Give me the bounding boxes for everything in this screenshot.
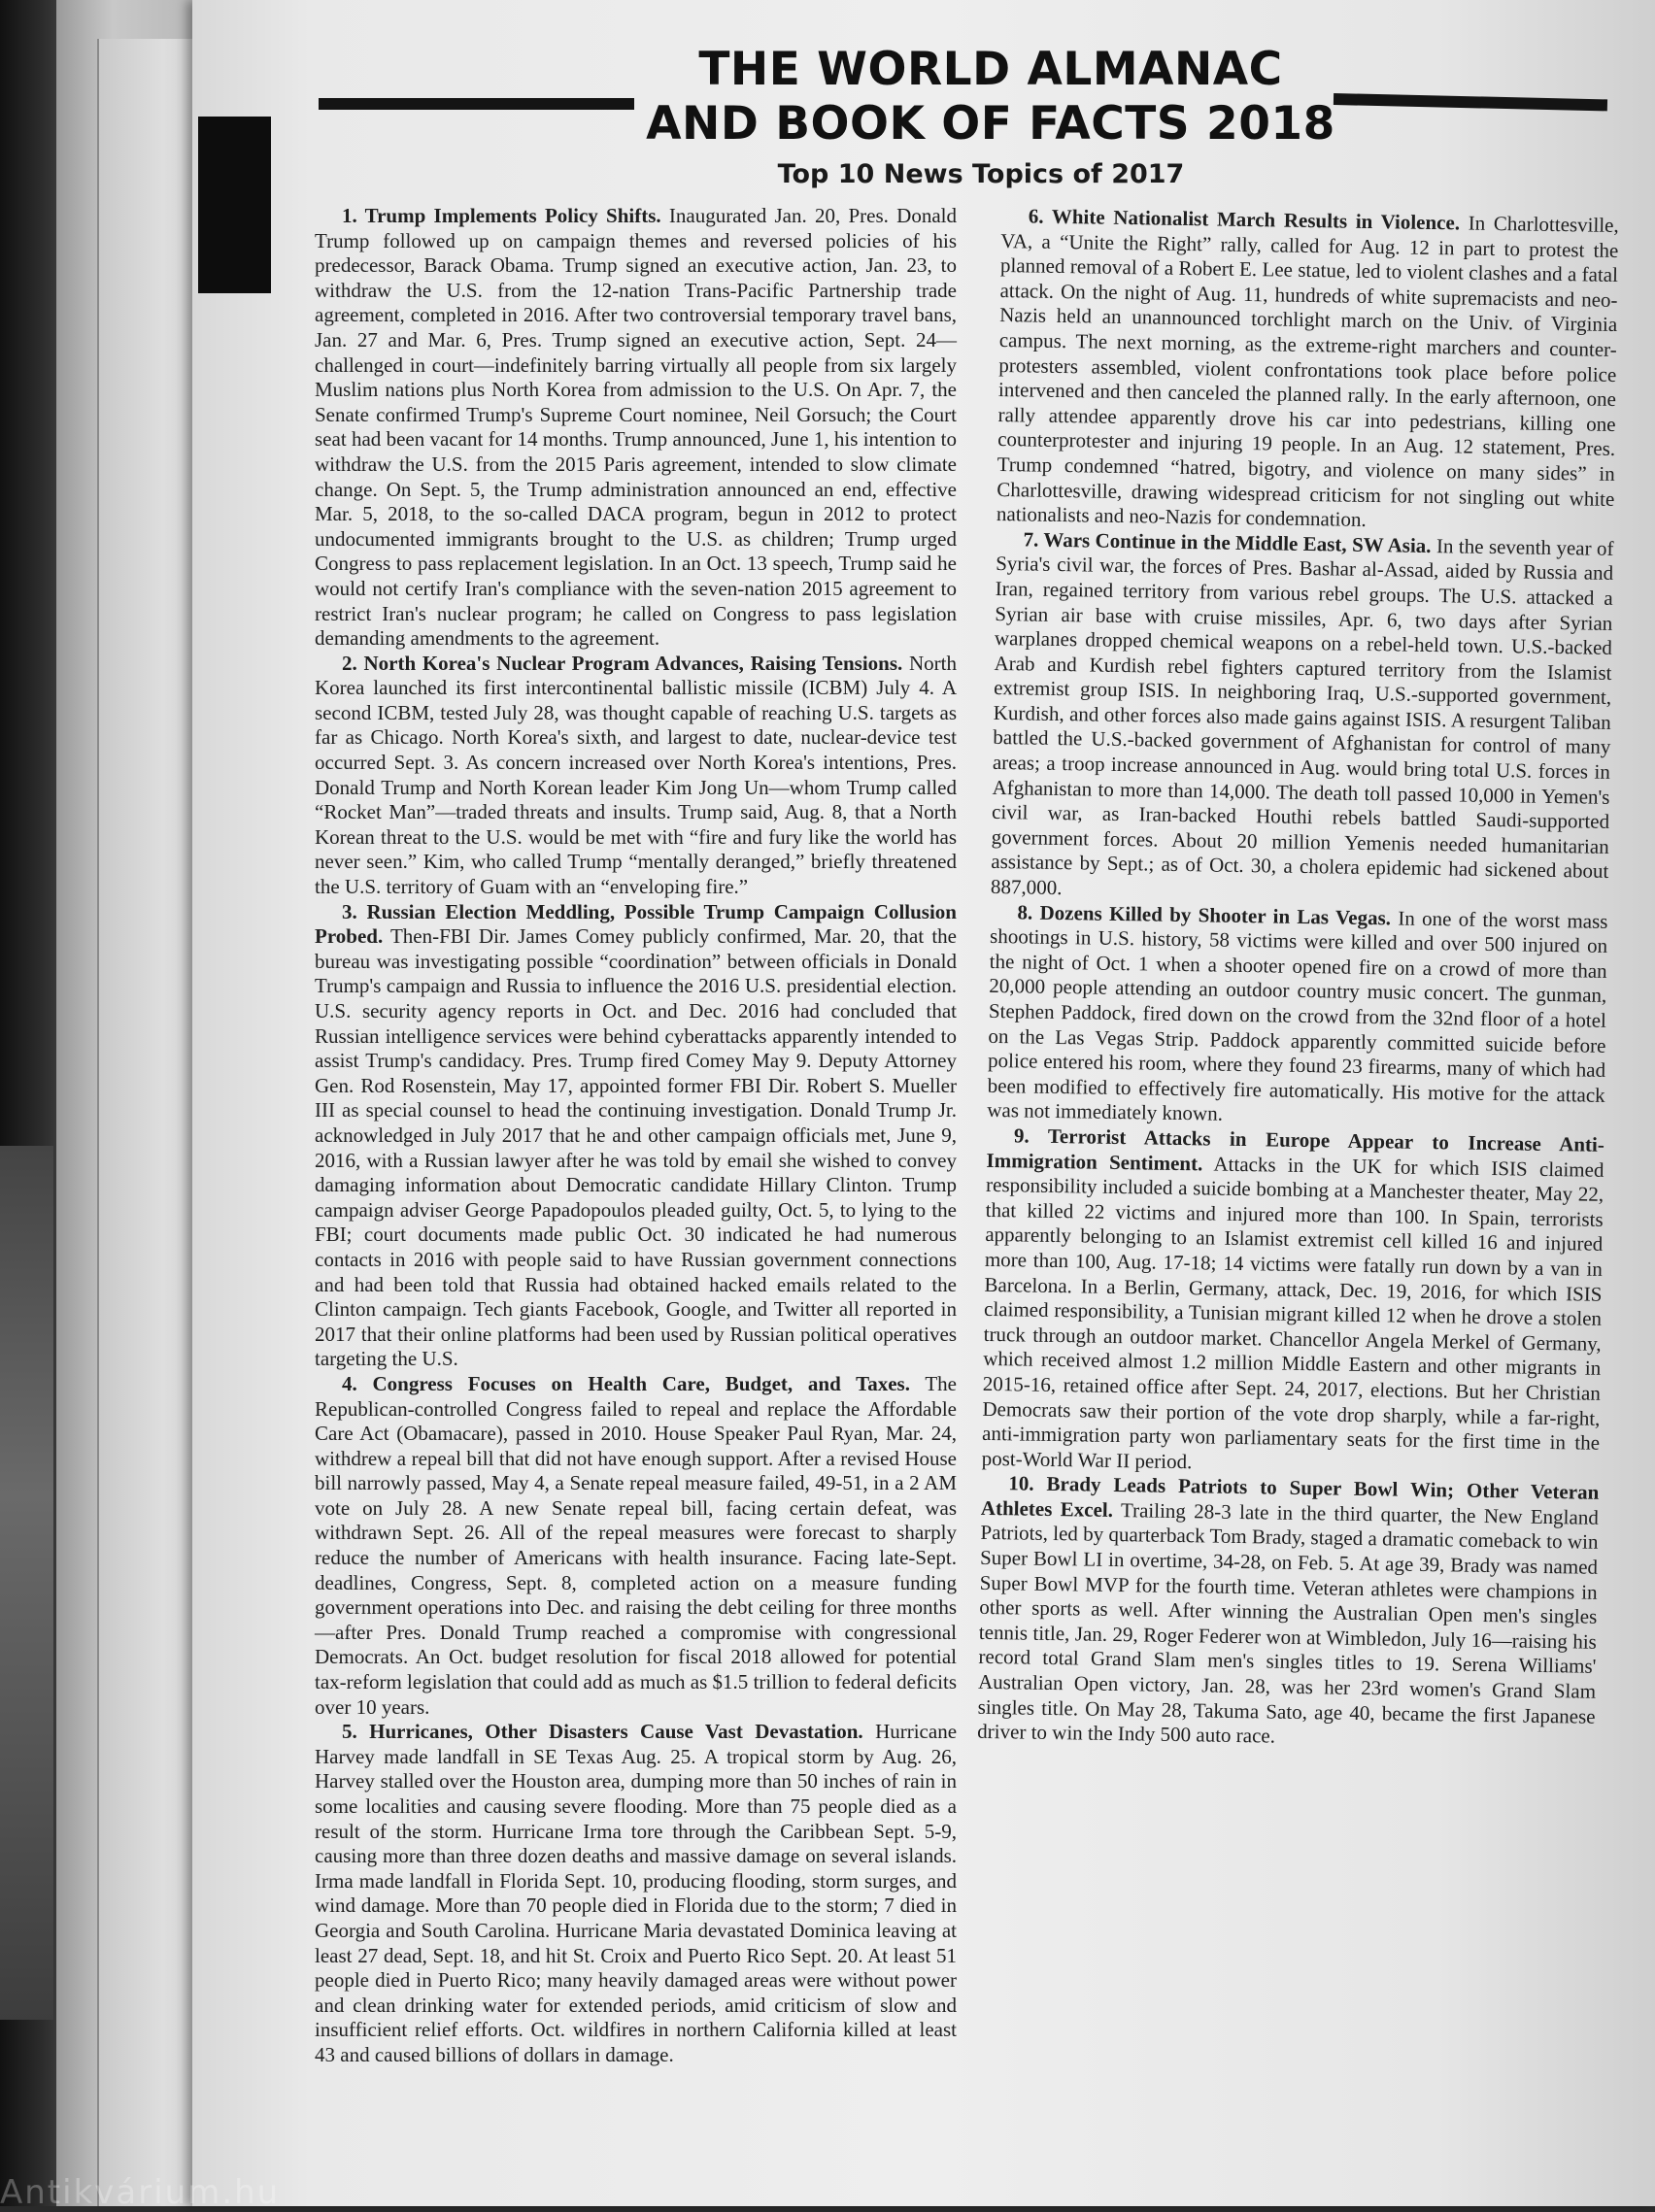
topic-7: [991, 527, 1614, 910]
section-subtitle: Top 10 News Topics of 2017: [777, 159, 1185, 189]
topic-4: [315, 1372, 957, 1720]
topic-body: In Charlottesville, VA, a “Unite the Right” rally, called for Aug. 12 in part to protest the planned removal of a Robert E. Lee statue, led to violent clashes and a fatal attack. On the night of Aug. 11, hundreds of white supremacists and neo-Nazis held an unannounced torchlight march on the Univ. of Virginia campus. The next morning, as the extreme-right marchers and counter-protesters assembled, violent confrontations took place before police intervened and then canceled the planned rally. In the early afternoon, one rally attendee apparently drove his car into pedestrians, killing one counterprotester and injuring 19 people. In an Aug. 12 statement, Pres. Trump condemned “hatred, bigotry, and violence on many sides” in Charlottesville, drawing widespread criticism for not singling out white nationalists and neo-Nazis for condemnation.: [996, 211, 1619, 532]
topic-10: [977, 1471, 1599, 1754]
topic-heading: 4. Congress Focuses on Health Care, Budget, and Taxes.: [342, 1371, 910, 1395]
watermark: Antikvárium.hu: [0, 2173, 281, 2212]
topic-heading: 1. Trump Implements Policy Shifts.: [342, 204, 661, 227]
topic-heading: 10. Brady Leads Patriots to Super Bowl Win; Other Veteran Athletes Excel.: [980, 1471, 1600, 1522]
topic-body: In one of the worst mass shootings in U.S. history, 58 victims were killed and over 500 injured on the night of Oct. 1 when a shooter opened fire on a crowd of more than 20,000 people attending an outdoor country music concert. The gunman, Stephen Paddock, fired down on the crowd from the 32nd floor of a hotel on the Las Vegas Strip. Paddock apparently committed suicide before police entered his room, where they found 23 firearms, many of which had been modified to effectively fire automatically. His motive for the attack was not immediately known.: [987, 906, 1608, 1126]
topic-body: North Korea launched its first intercontinental ballistic missile (ICBM) July 4. A second ICBM, tested July 28, was thought capable of reaching U.S. targets as far as Chicago. North Korea's sixth, and largest to date, nuclear-device test occurred Sept. 3. As concern increased over North Korea's intentions, Pres. Donald Trump and North Korean leader Kim Jong Un—whom Trump called “Rocket Man”—traded threats and insults. Trump said, Aug. 8, that a North Korean threat to the U.S. would be met with “fire and fury like the world has never seen.” Kim, who called Trump “mentally deranged,” briefly threatened the U.S. territory of Guam with an “enveloping fire.”: [315, 651, 958, 899]
topic-2: [315, 652, 957, 900]
topic-heading: 7. Wars Continue in the Middle East, SW Asia.: [1023, 527, 1432, 557]
text-column-right: [977, 204, 1619, 1755]
topic-body: Inaugurated Jan. 20, Pres. Donald Trump followed up on campaign themes and reversed policies of his predecessor, Barack Obama. Trump signed an executive action, Jan. 23, to withdraw the U.S. from the 12-nation Trans-Pacific Partnership trade agreement, completed in 2016. After two controversial temporary travel bans, Jan. 27 and Mar. 6, Pres. Trump signed an executive action, Sept. 24—challenged in court—indefinitely barring virtually all people from six largely Muslim nations plus North Korea from admission to the U.S. On Apr. 7, the Senate confirmed Trump's Supreme Court nominee, Neil Gorsuch; the Court seat had been vacant for 14 months. Trump announced, June 1, his intention to withdraw the U.S. from the 2015 Paris agreement, intended to slow climate change. On Sept. 5, the Trump administration announced an end, effective Mar. 5, 2018, to the so-called DACA program, begun in 2012 to protect undocumented immigrants brought to the U.S. as children; Trump urged Congress to pass replacement legislation. In an Oct. 13 speech, Trump said he would not certify Iran's compliance with the seven-nation 2015 agreement to restrict Iran's nuclear program; he called on Congress to pass legislation demanding amendments to the agreement.: [315, 204, 958, 651]
back-page-edge: [97, 39, 206, 2206]
topic-heading: 3. Russian Election Meddling, Possible Trump Campaign Collusion Probed.: [315, 899, 957, 949]
topic-body: Trailing 28-3 late in the third quarter, the New England Patriots, led by quarterback Tom Brady, staged a dramatic comeback to win Super Bowl LI in overtime, 34-28, on Feb. 5. At age 39, Brady was named Super Bowl MVP for the fourth time. Veteran athletes were champions in other sports as well. After winning the Australian Open men's singles tennis title, Jan. 29, Roger Federer won at Wimbledon, July 16—raising his record total Grand Slam men's singles titles to 19. Serena Williams' Australian Open victory, Jan. 28, was her 23rd women's Grand Slam singles title. On May 28, Takuma Sato, age 40, became the first Japanese driver to win the Indy 500 auto race.: [977, 1497, 1600, 1748]
page-title-line-1: THE WORLD ALMANAC: [698, 43, 1283, 96]
topic-heading: 2. North Korea's Nuclear Program Advances, Raising Tensions.: [342, 651, 903, 675]
topic-body: Attacks in the UK for which ISIS claimed responsibility included a suicide bombing at a Manchester theater, May 22, that killed 22 victims and injured more than 100. In Spain, terrorists apparently belonging to an Islamist extremist cell killed 16 and injured more than 100, Aug. 17-18; 14 victims were fatally run down by a van in Barcelona. In a Berlin, Germany, attack, Dec. 19, 2016, for which ISIS claimed responsibility, a Tunisian migrant killed 12 when he drove a stolen truck through an outdoor market. Chancellor Angela Merkel of Germany, which received almost 1.2 million Middle Eastern and other migrants in 2015-16, retained office after Sept. 24, 2017, elections. But her Christian Democrats saw their portion of the vote drop sharply, while a far-right, anti-immigration party won parliamentary seats for the first time in the post-World War II period.: [981, 1152, 1604, 1473]
topic-9: [981, 1123, 1604, 1481]
page-title-line-2: AND BOOK OF FACTS 2018: [646, 97, 1335, 151]
page-title: [622, 43, 1360, 151]
topic-6: [996, 204, 1619, 537]
topic-body: Hurricane Harvey made landfall in SE Texas Aug. 25. A tropical storm by Aug. 26, Harvey stalled over the Houston area, dumping more than 50 inches of rain in some localities and causing severe flooding. More than 75 people died as a result of the storm. Hurricane Irma tore through the Caribbean Sept. 5-9, causing more than three dozen deaths and massive damage on several islands. Irma made landfall in Florida Sept. 10, producing flooding, storm surges, and wind damage. More than 70 people died in Florida due to the storm; 7 died in Georgia and South Carolina. Hurricane Maria devastated Dominica leaving at least 27 dead, Sept. 18, and hit St. Croix and Puerto Rico Sept. 20. At least 51 people died in Puerto Rico; many heavily damaged areas were without power and clean drinking water for extended periods, amid criticism of slow and insufficient relief efforts. Oct. wildfires in northern California killed at least 43 and caused billions of dollars in damage.: [315, 1720, 958, 2066]
topic-heading: 9. Terrorist Attacks in Europe Appear to Increase Anti-Immigration Sentiment.: [986, 1123, 1605, 1175]
text-column-left: [315, 204, 957, 2068]
topic-heading: 6. White Nationalist March Results in Violence.: [1028, 204, 1461, 235]
topic-body: The Republican-controlled Congress failed to repeal and replace the Affordable Care Act (Obamacare), passed in 2010. House Speaker Paul Ryan, Mar. 24, withdrew a repeal bill that did not have enough support. After a revised House bill narrowly passed, May 4, a Senate repeal measure failed, 49-51, in a 2 AM vote on July 28. A new Senate repeal bill, facing certain defeat, was withdrawn Sept. 26. All of the repeal measures were forecast to sharply reduce the number of Americans with health insurance. Facing late-Sept. deadlines, Congress, Sept. 8, completed action on a measure funding government operations into Dec. and raising the debt ceiling for three months—after Pres. Donald Trump reached a compromise with congressional Democrats. An Oct. budget resolution for fiscal 2018 allowed for potential tax-reform legislation that could add as much as $1.5 trillion to federal deficits over 10 years.: [315, 1371, 957, 1719]
topic-8: [987, 900, 1608, 1133]
desk-photo-area: [0, 1146, 53, 2020]
section-tab-marker: [198, 117, 271, 293]
topic-heading: 5. Hurricanes, Other Disasters Cause Vast Devastation.: [342, 1720, 863, 1744]
topic-heading: 8. Dozens Killed by Shooter in Las Vegas.: [1017, 899, 1392, 930]
topic-1: [315, 204, 957, 652]
title-rule-left: [319, 98, 634, 110]
topic-body: In the seventh year of Syria's civil war, the forces of Pres. Bashar al-Assad, aided by Russia and Iran, regained territory from various rebel groups. The U.S. attacked a Syrian air base with cruise missiles, Apr. 6, two days after Syrian warplanes dropped chemical weapons on a rebel-held town. U.S.-backed Arab and Kurdish rebel fighters captured territory from the Islamist extremist group ISIS. In neighboring Iraq, U.S.-supported government, Kurdish, and other forces also made gains against ISIS. A resurgent Taliban battled the U.S.-backed government of Afghanistan for control of many areas; a troop increase announced in Aug. would bring total U.S. forces in Afghanistan to more than 14,000. The death toll passed 10,000 in Yemen's civil war, as Iran-backed Houthi rebels battled Saudi-supported government forces. About 20 million Yemenis needed humanitarian assistance by Sept.; as of Oct. 30, a cholera epidemic had sickened about 887,000.: [990, 533, 1614, 900]
topic-body: Then-FBI Dir. James Comey publicly confirmed, Mar. 20, that the bureau was investigating possible “coordination” between officials in Donald Trump's campaign and Russia to influence the 2016 U.S. presidential election. U.S. security agency reports in Oct. and Dec. 2016 had concluded that Russian intelligence services were behind cyberattacks apparently intended to assist Trump's candidacy. Pres. Trump fired Comey May 9. Deputy Attorney Gen. Rod Rosenstein, May 17, appointed former FBI Dir. Robert S. Mueller III as special counsel to head the continuing investigation. Donald Trump Jr. acknowledged in July 2017 that he and other campaign officials met, June 9, 2016, with a Russian lawyer after he was told by email she wished to convey damaging information about Democratic candidate Hillary Clinton. Trump campaign adviser George Papadopoulos pleaded guilty, Oct. 5, to lying to the FBI; court documents made public Oct. 30 indicated he had numerous contacts in 2016 with people said to have Russian government connections and had been told that Russia had obtained hacked emails related to the Clinton campaign. Tech giants Facebook, Google, and Twitter all reported in 2017 that their online platforms had been used by Russian political operatives targeting the U.S.: [315, 924, 957, 1371]
topic-3: [315, 900, 957, 1372]
topic-5: [315, 1720, 957, 2067]
